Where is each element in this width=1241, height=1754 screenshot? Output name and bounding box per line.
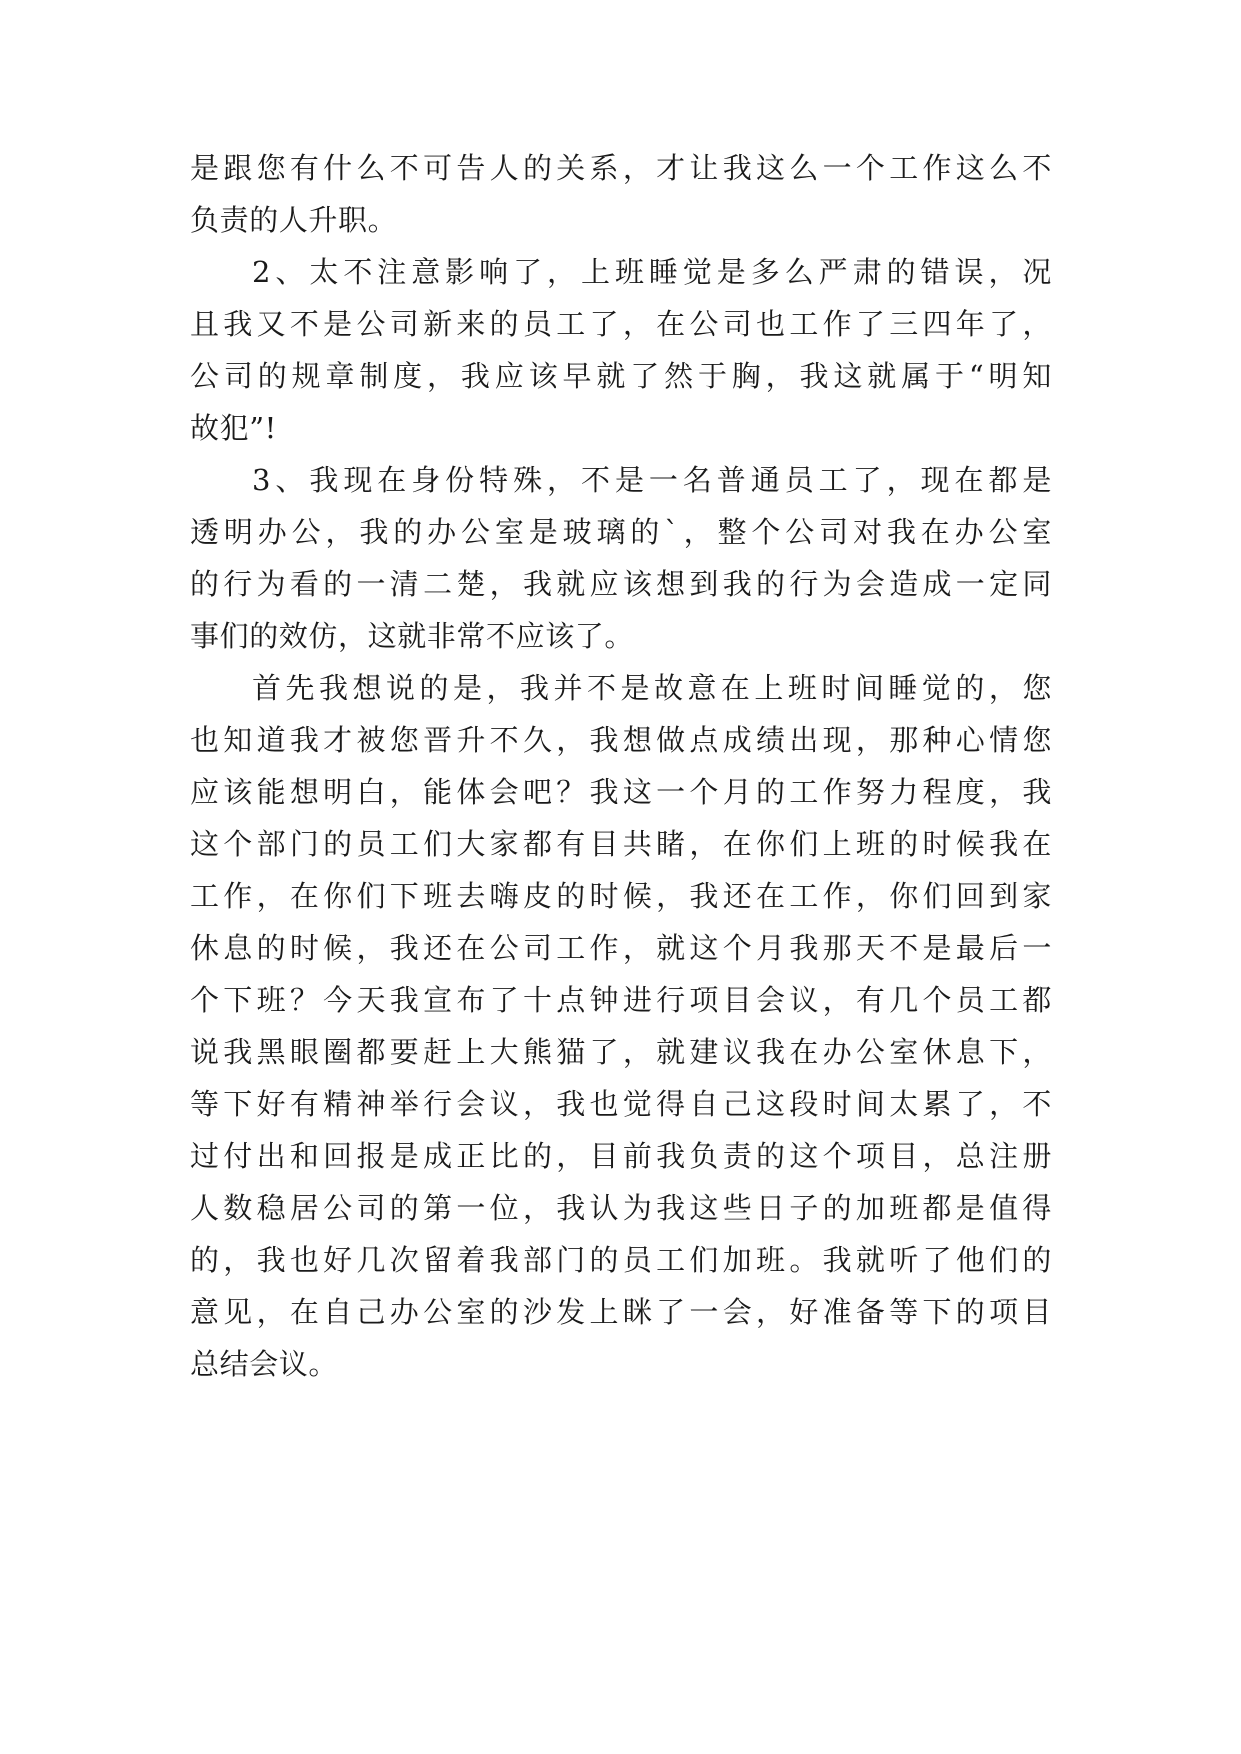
text-line: 且我又不是公司新来的员工了，在公司也工作了三四年了， <box>190 307 1052 341</box>
text-line: 个下班？今天我宣布了十点钟进行项目会议，有几个员工都 <box>190 983 1052 1017</box>
text-line: 公司的规章制度，我应该早就了然于胸，我这就属于“明知 <box>190 359 1052 393</box>
text-line: 人数稳居公司的第一位，我认为我这些日子的加班都是值得 <box>190 1191 1052 1225</box>
text-line: 故犯”! <box>190 411 277 445</box>
text-line: 总结会议。 <box>190 1347 339 1381</box>
text-line: 这个部门的员工们大家都有目共睹，在你们上班的时候我在 <box>190 827 1052 861</box>
text-line: 2、太不注意影响了，上班睡觉是多么严肃的错误，况 <box>252 255 1052 289</box>
text-line: 事们的效仿，这就非常不应该了。 <box>190 619 635 653</box>
text-line: 是跟您有什么不可告人的关系，才让我这么一个工作这么不 <box>190 151 1052 185</box>
text-line: 首先我想说的是，我并不是故意在上班时间睡觉的，您 <box>252 671 1052 705</box>
text-line: 透明办公，我的办公室是玻璃的`，整个公司对我在办公室 <box>190 515 1052 549</box>
text-line: 说我黑眼圈都要赶上大熊猫了，就建议我在办公室休息下， <box>190 1035 1052 1069</box>
text-line: 也知道我才被您晋升不久，我想做点成绩出现，那种心情您 <box>190 723 1052 757</box>
text-line: 工作，在你们下班去嗨皮的时候，我还在工作，你们回到家 <box>190 879 1052 913</box>
text-line: 3、我现在身份特殊，不是一名普通员工了，现在都是 <box>252 463 1052 497</box>
text-line: 应该能想明白，能体会吧？我这一个月的工作努力程度，我 <box>190 775 1052 809</box>
text-line: 的，我也好几次留着我部门的员工们加班。我就听了他们的 <box>190 1243 1052 1277</box>
text-line: 负责的人升职。 <box>190 203 398 237</box>
text-line: 过付出和回报是成正比的，目前我负责的这个项目，总注册 <box>190 1139 1052 1173</box>
text-line: 休息的时候，我还在公司工作，就这个月我那天不是最后一 <box>190 931 1052 965</box>
text-line: 意见，在自己办公室的沙发上眯了一会，好准备等下的项目 <box>190 1295 1052 1329</box>
text-line: 等下好有精神举行会议，我也觉得自己这段时间太累了，不 <box>190 1087 1052 1121</box>
text-line: 的行为看的一清二楚，我就应该想到我的行为会造成一定同 <box>190 567 1052 601</box>
